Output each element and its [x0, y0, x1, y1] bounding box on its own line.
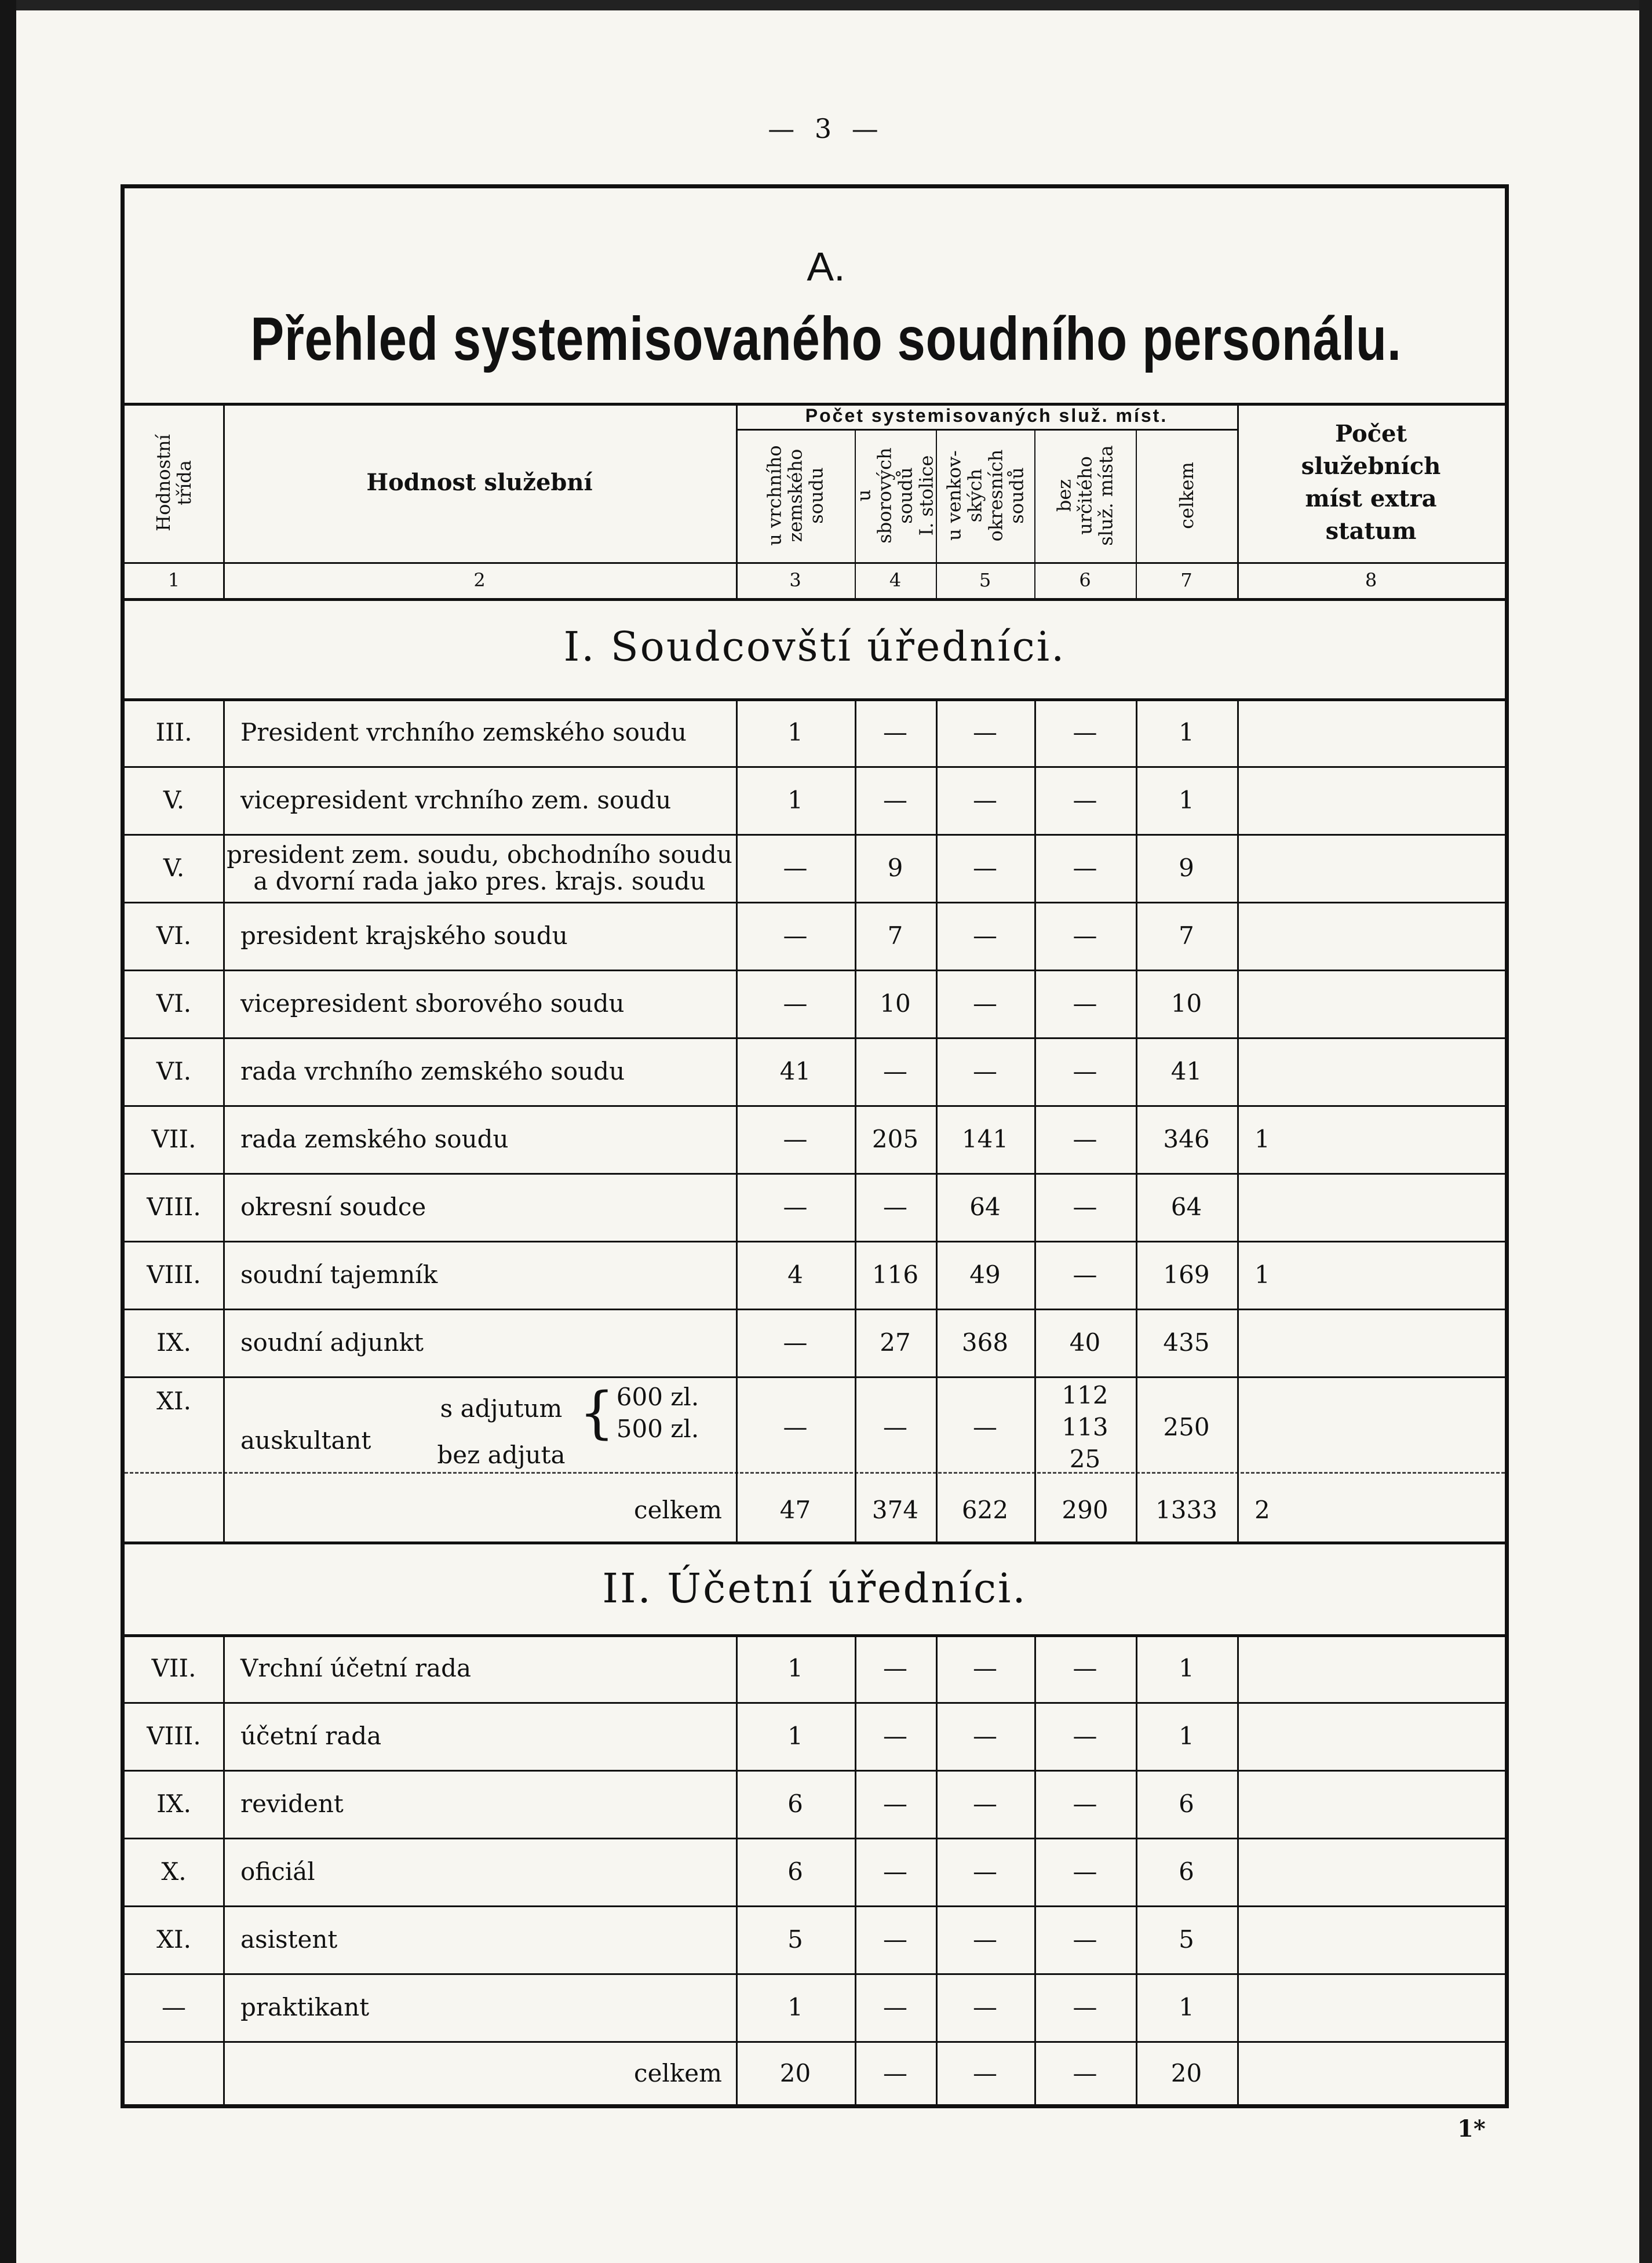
row-rank: rada zemského soudu — [240, 1125, 509, 1153]
row-c7: 1 — [1179, 786, 1194, 814]
row-c7: 435 — [1163, 1328, 1210, 1357]
row-c7: 10 — [1170, 989, 1202, 1018]
header-district-courts-text: u venkov- ských okresních soudů — [943, 449, 1027, 542]
section1-total-c4: 374 — [871, 1495, 919, 1524]
brace-symbol: { — [579, 1380, 615, 1445]
row-c5: — — [973, 1790, 997, 1818]
header-no-post — [1034, 429, 1136, 562]
row-c4: — — [883, 1925, 907, 1954]
auskultant-c7: 250 — [1163, 1413, 1210, 1441]
row-c6: — — [1073, 1722, 1097, 1750]
row-c5: 368 — [961, 1328, 1009, 1357]
header-collegiate-courts-text: u sborových soudů I. stolice — [853, 447, 938, 544]
row-c4: 27 — [880, 1328, 911, 1357]
section2-column-rule — [1237, 1634, 1239, 2105]
row-class: IX. — [156, 1328, 191, 1357]
row-c4: — — [883, 1722, 907, 1750]
scan-edge-right — [1639, 0, 1652, 2263]
row-extra — [1237, 834, 1505, 902]
row-class: V. — [163, 854, 185, 882]
header-total-text: celkem — [1175, 462, 1198, 529]
header-column-rule — [736, 403, 738, 598]
stipend-600: 600 zl. — [616, 1382, 699, 1411]
page-number: — 3 — — [768, 113, 884, 144]
row-rank: revident — [240, 1790, 344, 1818]
row-c4: 116 — [871, 1260, 919, 1289]
row-c7: 6 — [1179, 1857, 1194, 1886]
row-class: VIII. — [147, 1722, 201, 1750]
row-extra — [1237, 1838, 1505, 1905]
section1-column-rule — [936, 698, 938, 1542]
row-c6: — — [1073, 1057, 1097, 1085]
section1-column-rule — [736, 698, 738, 1542]
header-no-post-text: bez určitého služ. místa — [1053, 445, 1117, 546]
row-c3: — — [783, 921, 808, 950]
header-collegiate-courts — [855, 429, 936, 562]
auskultant-with-stipend: s adjutum — [440, 1394, 563, 1423]
column-number: 6 — [1079, 569, 1091, 591]
row-rank: oficiál — [240, 1857, 315, 1886]
row-extra — [1237, 766, 1505, 834]
section1-column-rule — [1034, 698, 1036, 1542]
row-c6: — — [1073, 989, 1097, 1018]
row-rank-line1: president zem. soudu, obchodního soudu — [227, 840, 732, 869]
section2-total-label: celkem — [634, 2058, 722, 2087]
section2-total-c6: — — [1073, 2058, 1097, 2087]
row-rank: okresní soudce — [240, 1193, 426, 1221]
section2-column-rule — [223, 1634, 225, 2105]
row-c3: 5 — [787, 1925, 803, 1954]
row-c6: — — [1073, 1790, 1097, 1818]
header-extra-statum: Počet služebních míst extra statum — [1301, 420, 1441, 545]
row-extra — [1237, 902, 1505, 970]
header-class — [125, 403, 223, 562]
column-number: 2 — [473, 569, 486, 591]
row-c4: 10 — [880, 989, 911, 1018]
row-class: V. — [163, 786, 185, 814]
row-class: IX. — [156, 1790, 191, 1818]
row-c4: 7 — [887, 921, 903, 950]
section1-total-c3: 47 — [779, 1495, 811, 1524]
section1-total-c6: 290 — [1062, 1495, 1108, 1524]
row-c3: — — [783, 1193, 808, 1221]
header-rank: Hodnost služební — [366, 469, 593, 496]
auskultant-c3: — — [783, 1413, 808, 1441]
section1-column-rule — [223, 698, 225, 1542]
section2-column-rule — [855, 1634, 856, 2105]
row-rank-line2: a dvorní rada jako pres. krajs. soudu — [253, 866, 706, 895]
row-class: VI. — [156, 989, 192, 1018]
row-c5: — — [973, 1925, 997, 1954]
header-district-courts — [936, 429, 1034, 562]
section1-column-rule — [1136, 698, 1137, 1542]
row-c6: — — [1073, 1857, 1097, 1886]
row-c4: — — [883, 1193, 907, 1221]
section1-bottom-rule — [125, 1542, 1505, 1544]
row-class: III. — [155, 718, 192, 746]
row-c4: 9 — [887, 854, 903, 882]
row-c7: 9 — [1179, 854, 1194, 882]
row-rank: soudní adjunkt — [240, 1328, 424, 1357]
section2-column-rule — [1034, 1634, 1036, 2105]
row-rank: Vrchní účetní rada — [240, 1654, 471, 1682]
auskultant-class: XI. — [156, 1387, 191, 1415]
row-c4: — — [883, 1057, 907, 1085]
row-c6: — — [1073, 786, 1097, 814]
auskultant-c4: — — [883, 1413, 907, 1441]
header-column-rule — [1136, 429, 1137, 598]
row-c5: 49 — [969, 1260, 1001, 1289]
row-c5: — — [973, 1654, 997, 1682]
scan-edge-left — [0, 0, 16, 2263]
row-c4: 205 — [871, 1125, 919, 1153]
column-number: 8 — [1365, 569, 1377, 591]
row-c5: — — [973, 921, 997, 950]
row-extra — [1237, 1037, 1505, 1105]
row-c7: 1 — [1179, 1654, 1194, 1682]
section-letter: A. — [807, 244, 845, 289]
row-c6: 40 — [1069, 1328, 1101, 1357]
section1-column-rule — [855, 698, 856, 1542]
row-rank: účetní rada — [240, 1722, 382, 1750]
scan-edge-top — [0, 0, 1652, 10]
header-class-text: Hodnostní třída — [152, 433, 195, 531]
section2-column-rule — [936, 1634, 938, 2105]
row-class: VIII. — [147, 1260, 201, 1289]
row-c3: — — [783, 854, 808, 882]
column-number-rule — [125, 598, 1505, 601]
row-class: VIII. — [147, 1193, 201, 1221]
row-class: — — [162, 1993, 186, 2021]
row-rank: rada vrchního zemského soudu — [240, 1057, 625, 1085]
row-c5: — — [973, 1057, 997, 1085]
row-c3: — — [783, 1125, 808, 1153]
row-c7: 346 — [1163, 1125, 1210, 1153]
section1-total-extra: 2 — [1255, 1495, 1270, 1524]
section2-total-c5: — — [973, 2058, 997, 2087]
row-c6: — — [1073, 1125, 1097, 1153]
row-c3: 6 — [787, 1790, 803, 1818]
column-number: 3 — [789, 569, 801, 591]
row-c5: — — [973, 989, 997, 1018]
row-c6: — — [1073, 718, 1097, 746]
header-column-rule — [1034, 429, 1035, 598]
row-c6: — — [1073, 1654, 1097, 1682]
row-rank: soudní tajemník — [240, 1260, 438, 1289]
section2-column-rule — [736, 1634, 738, 2105]
row-c3: 1 — [787, 718, 803, 746]
row-extra — [1237, 698, 1505, 766]
header-high-court — [736, 429, 855, 562]
row-c7: 5 — [1179, 1925, 1194, 1954]
row-c5: 141 — [961, 1125, 1009, 1153]
row-class: VI. — [156, 1057, 192, 1085]
header-column-rule — [855, 429, 856, 598]
row-c6: — — [1073, 1260, 1097, 1289]
header-column-rule — [223, 403, 225, 598]
row-c4: — — [883, 1993, 907, 2021]
row-extra: 1 — [1255, 1260, 1270, 1289]
row-rank: President vrchního zemského soudu — [240, 718, 687, 746]
section2-total-c3: 20 — [779, 2058, 811, 2087]
row-c6: — — [1073, 854, 1097, 882]
row-c5: — — [973, 854, 997, 882]
section2-total-extra — [1237, 2041, 1505, 2105]
row-c5: 64 — [969, 1193, 1001, 1221]
row-extra — [1237, 1973, 1505, 2041]
section-title-judges: I. Soudcovští úředníci. — [563, 623, 1066, 670]
row-rank: vicepresident vrchního zem. soudu — [240, 786, 672, 814]
section1-total-c7: 1333 — [1155, 1495, 1217, 1524]
header-column-rule — [1237, 403, 1239, 598]
row-class: VI. — [156, 921, 192, 950]
row-c6: — — [1073, 1993, 1097, 2021]
row-c5: — — [973, 1993, 997, 2021]
row-c4: — — [883, 718, 907, 746]
row-extra — [1237, 1634, 1505, 1702]
row-c3: 1 — [787, 1993, 803, 2021]
row-c4: — — [883, 786, 907, 814]
header-high-court-text: u vrchního zemského soudu — [763, 445, 827, 546]
row-c5: — — [973, 786, 997, 814]
row-extra: 1 — [1255, 1125, 1270, 1153]
row-c3: 1 — [787, 786, 803, 814]
row-c5: — — [973, 1857, 997, 1886]
column-number: 7 — [1180, 569, 1192, 591]
row-c3: 1 — [787, 1654, 803, 1682]
row-extra — [1237, 1905, 1505, 1973]
row-c6: — — [1073, 921, 1097, 950]
header-column-rule — [936, 429, 937, 598]
section-title-accountants: II. Účetní úředníci. — [602, 1565, 1027, 1612]
row-rank: praktikant — [240, 1993, 370, 2021]
row-rank: asistent — [240, 1925, 338, 1954]
section2-total-c7: 20 — [1170, 2058, 1202, 2087]
row-c3: — — [783, 989, 808, 1018]
header-total — [1136, 429, 1237, 562]
column-number: 1 — [167, 569, 180, 591]
section1-column-rule — [1237, 698, 1239, 1542]
row-c3: 41 — [779, 1057, 811, 1085]
row-c7: 1 — [1179, 718, 1194, 746]
auskultant-c5: — — [973, 1413, 997, 1441]
row-extra — [1237, 1702, 1505, 1770]
auskultant-c6-none: 25 — [1069, 1445, 1101, 1473]
row-class: XI. — [156, 1925, 191, 1954]
row-c4: — — [883, 1857, 907, 1886]
auskultant-c6-500: 113 — [1062, 1413, 1108, 1441]
section2-total-c4: — — [883, 2058, 907, 2087]
row-c5: — — [973, 718, 997, 746]
auskultant-rank: auskultant — [240, 1426, 371, 1455]
row-c7: 1 — [1179, 1722, 1194, 1750]
row-extra — [1237, 1309, 1505, 1376]
row-extra — [1237, 1770, 1505, 1838]
signature-mark: 1* — [1457, 2115, 1486, 2142]
row-rank — [223, 834, 736, 902]
row-c6: — — [1073, 1925, 1097, 1954]
auskultant-dashed-rule — [125, 1472, 1505, 1474]
row-rank: vicepresident sborového soudu — [240, 989, 625, 1018]
row-c4: — — [883, 1654, 907, 1682]
row-rank: president krajského soudu — [240, 921, 568, 950]
row-c7: 169 — [1163, 1260, 1210, 1289]
row-c6: — — [1073, 1193, 1097, 1221]
auskultant-without-stipend: bez adjuta — [437, 1440, 566, 1469]
section1-total-label: celkem — [634, 1495, 722, 1524]
column-number: 5 — [979, 569, 991, 591]
row-c3: 4 — [787, 1260, 803, 1289]
column-number: 4 — [889, 569, 902, 591]
row-c3: — — [783, 1328, 808, 1357]
stipend-500: 500 zl. — [616, 1414, 699, 1443]
row-c7: 6 — [1179, 1790, 1194, 1818]
row-extra — [1237, 1173, 1505, 1241]
row-c7: 7 — [1179, 921, 1194, 950]
header-group: Počet systemisovaných služ. míst. — [805, 405, 1168, 426]
row-c7: 41 — [1170, 1057, 1202, 1085]
row-class: VII. — [151, 1654, 196, 1682]
auskultant-c6-600: 112 — [1062, 1381, 1108, 1409]
row-c7: 1 — [1179, 1993, 1194, 2021]
row-class: VII. — [151, 1125, 196, 1153]
row-c4: — — [883, 1790, 907, 1818]
row-extra — [1237, 970, 1505, 1037]
row-class: X. — [161, 1857, 187, 1886]
page-title: Přehled systemisovaného soudního personálu. — [250, 305, 1402, 373]
row-c3: 6 — [787, 1857, 803, 1886]
row-c7: 64 — [1170, 1193, 1202, 1221]
section2-column-rule — [1136, 1634, 1137, 2105]
row-c5: — — [973, 1722, 997, 1750]
section1-total-c5: 622 — [961, 1495, 1009, 1524]
row-c3: 1 — [787, 1722, 803, 1750]
